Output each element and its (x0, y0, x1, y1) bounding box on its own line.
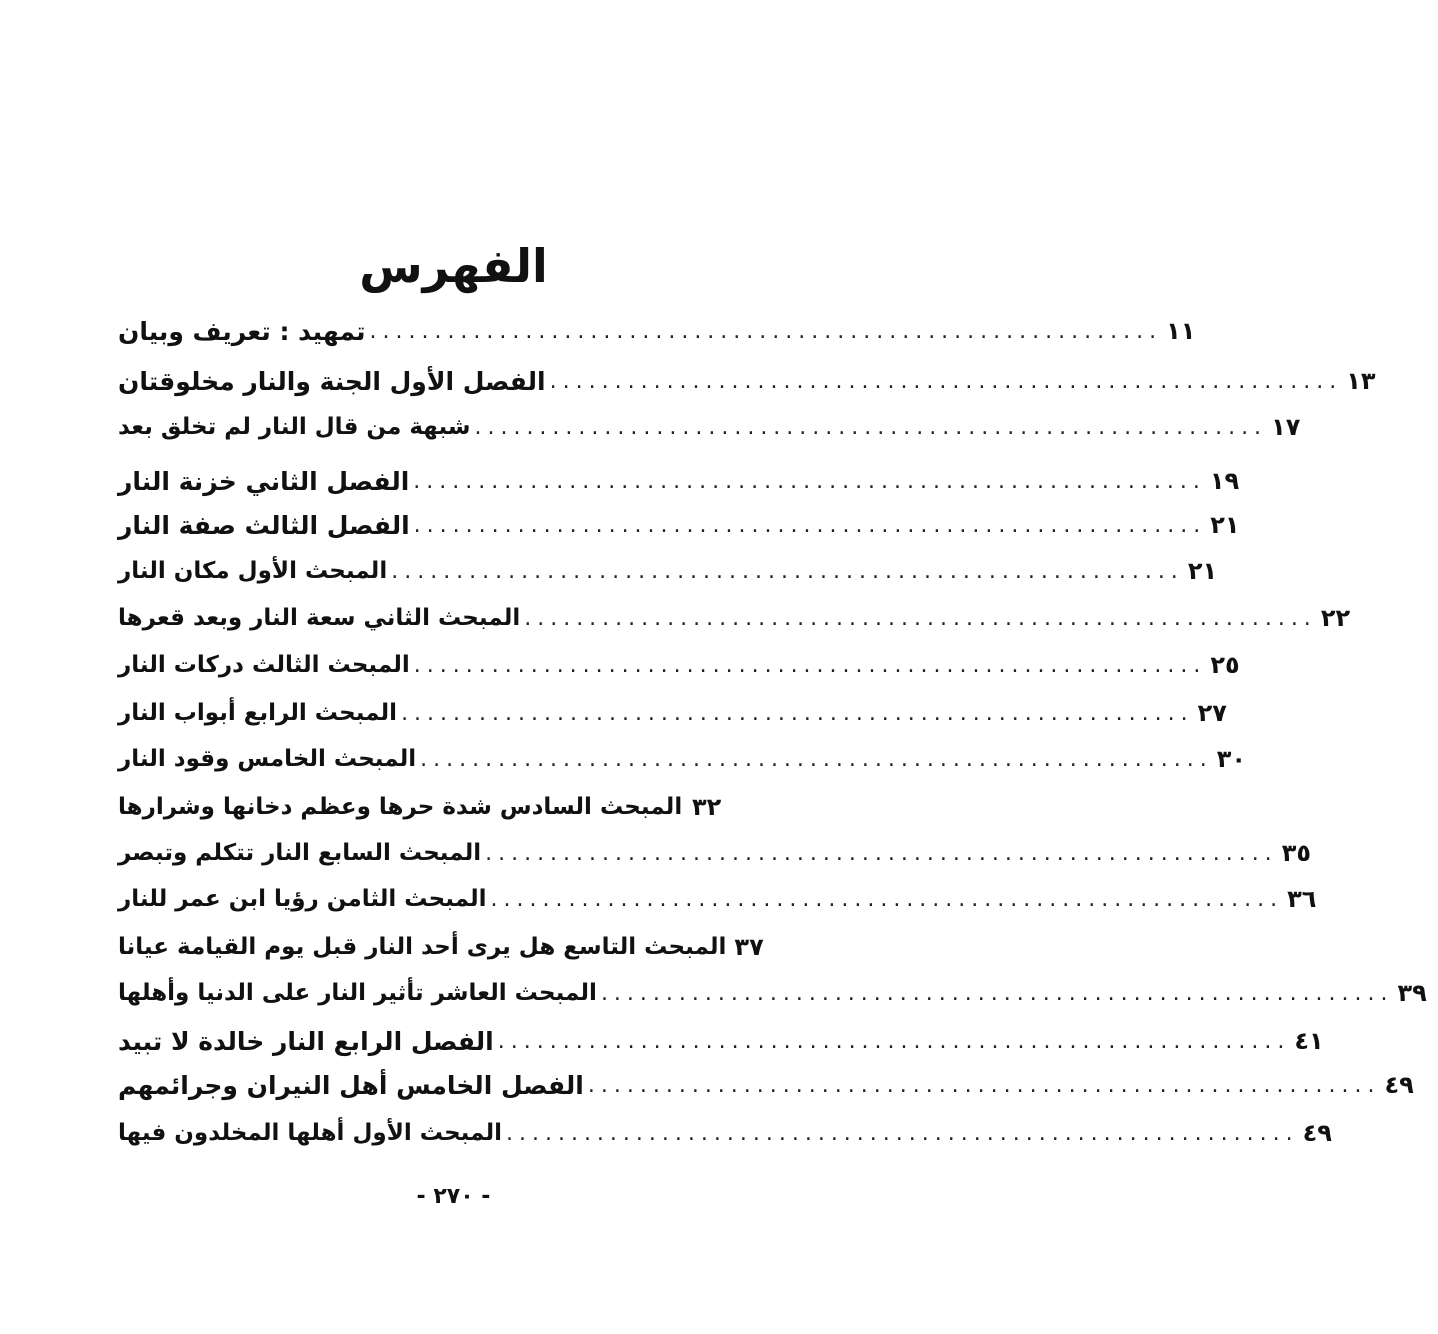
toc-page-number: ٤٩ (1384, 1071, 1414, 1099)
toc-page-number: ١٧ (1271, 413, 1301, 441)
toc-page-number: ٤١ (1294, 1027, 1324, 1055)
toc-entry-label: الفصل الرابع النار خالدة لا تبيد (118, 1026, 494, 1056)
toc-page-number: ١١ (1166, 317, 1196, 345)
toc-dot-leader: ............................................................. (369, 318, 1163, 344)
toc-entry-label: الفصل الأول الجنة والنار مخلوقتان (118, 366, 546, 396)
toc-entry (110, 876, 1317, 922)
toc-entry (110, 970, 1427, 1016)
toc-page-number: ٢٢ (1320, 604, 1351, 632)
toc-page-number: ١٣ (1346, 367, 1376, 395)
toc-entry-label: المبحث السادس شدة حرها وعظم دخانها وشرارها (118, 794, 683, 820)
toc-entry-label: المبحث الثاني سعة النار وبعد قعرها (118, 605, 521, 631)
toc-dot-leader: ............................................................. (497, 1028, 1291, 1054)
toc-entry-label: المبحث الرابع أبواب النار (118, 700, 398, 726)
toc-entry (110, 308, 1196, 354)
toc-page-number: ٢٧ (1197, 699, 1227, 727)
page-title: الفهرس (359, 239, 548, 293)
toc-dot-leader: ............................................................. (490, 886, 1284, 912)
toc-dot-leader: ............................................................. (413, 512, 1207, 538)
toc-entry (110, 642, 1240, 688)
toc-entry-label: المبحث الأول أهلها المخلدون فيها (118, 1120, 502, 1146)
toc-dot-leader: ............................................................. (413, 652, 1207, 678)
toc-entry (110, 548, 1218, 594)
toc-entry-label: الفصل الثالث صفة النار (118, 510, 410, 540)
toc-entry-label: المبحث التاسع هل يرى أحد النار قبل يوم القيامة عيانا (118, 934, 727, 960)
toc-page-number: ٣٦ (1287, 885, 1317, 913)
toc-entry (110, 736, 1247, 782)
toc-dot-leader: ............................................................. (420, 746, 1213, 772)
toc-page-number: ٣٥ (1281, 839, 1311, 867)
toc-entry (110, 924, 764, 970)
toc-dot-leader: ............................................................. (505, 1120, 1299, 1146)
toc-page-number: ٢١ (1187, 557, 1218, 585)
toc-page-number: ٢١ (1210, 511, 1240, 539)
toc-dot-leader: ............................................................. (587, 1072, 1381, 1098)
toc-dot-leader (686, 795, 688, 820)
toc-entry (110, 690, 1227, 736)
toc-page-number: ٤٩ (1302, 1119, 1332, 1147)
toc-entry-label: الفصل الخامس أهل النيران وجرائمهم (118, 1070, 584, 1100)
toc-entry-label: المبحث العاشر تأثير النار على الدنيا وأهلها (118, 980, 597, 1006)
toc-dot-leader: ............................................................. (413, 468, 1206, 494)
toc-dot-leader: ............................................................. (600, 980, 1394, 1006)
toc-entry-label: المبحث السابع النار تتكلم وتبصر (118, 840, 482, 866)
toc-entry-label: المبحث الأول مكان النار (118, 558, 388, 584)
toc-entry (110, 1018, 1324, 1064)
toc-page-number: ٣٢ (692, 793, 722, 821)
toc-dot-leader: ............................................................. (401, 700, 1194, 726)
toc-page-number: ١٩ (1209, 467, 1240, 495)
toc-page-number: ٣٧ (734, 933, 764, 961)
toc-dot-leader: ............................................................. (391, 558, 1184, 584)
toc-entry (110, 458, 1240, 504)
toc-page-number: ٣٩ (1397, 979, 1427, 1007)
toc-entry (110, 358, 1376, 404)
toc-page-number: ٢٥ (1210, 651, 1240, 679)
toc-entry-label: شبهة من قال النار لم تخلق بعد (118, 414, 471, 440)
toc-dot-leader: ............................................................. (474, 414, 1268, 440)
toc-entry (110, 1110, 1332, 1156)
toc-dot-leader: ............................................................. (549, 368, 1343, 394)
toc-entry (110, 830, 1311, 876)
toc-entry-label: تمهيد : تعريف وبيان (118, 316, 366, 346)
page-number: - ٢٧٠ - (416, 1184, 491, 1209)
toc-entry-label: الفصل الثاني خزنة النار (118, 466, 410, 496)
toc-dot-leader: ............................................................. (485, 840, 1278, 866)
toc-entry (110, 595, 1351, 641)
toc-entry (110, 784, 732, 830)
toc-entry (110, 1062, 1414, 1108)
toc-entry-label: المبحث الثامن رؤيا ابن عمر للنار (118, 886, 487, 912)
toc-entry (110, 404, 1301, 450)
toc-entry-label: المبحث الثالث دركات النار (118, 652, 410, 678)
toc-entry (110, 502, 1240, 548)
toc-entry-label: المبحث الخامس وقود النار (118, 746, 417, 772)
toc-dot-leader: ............................................................. (524, 605, 1317, 631)
toc-page-number: ٣٠ (1216, 745, 1247, 773)
